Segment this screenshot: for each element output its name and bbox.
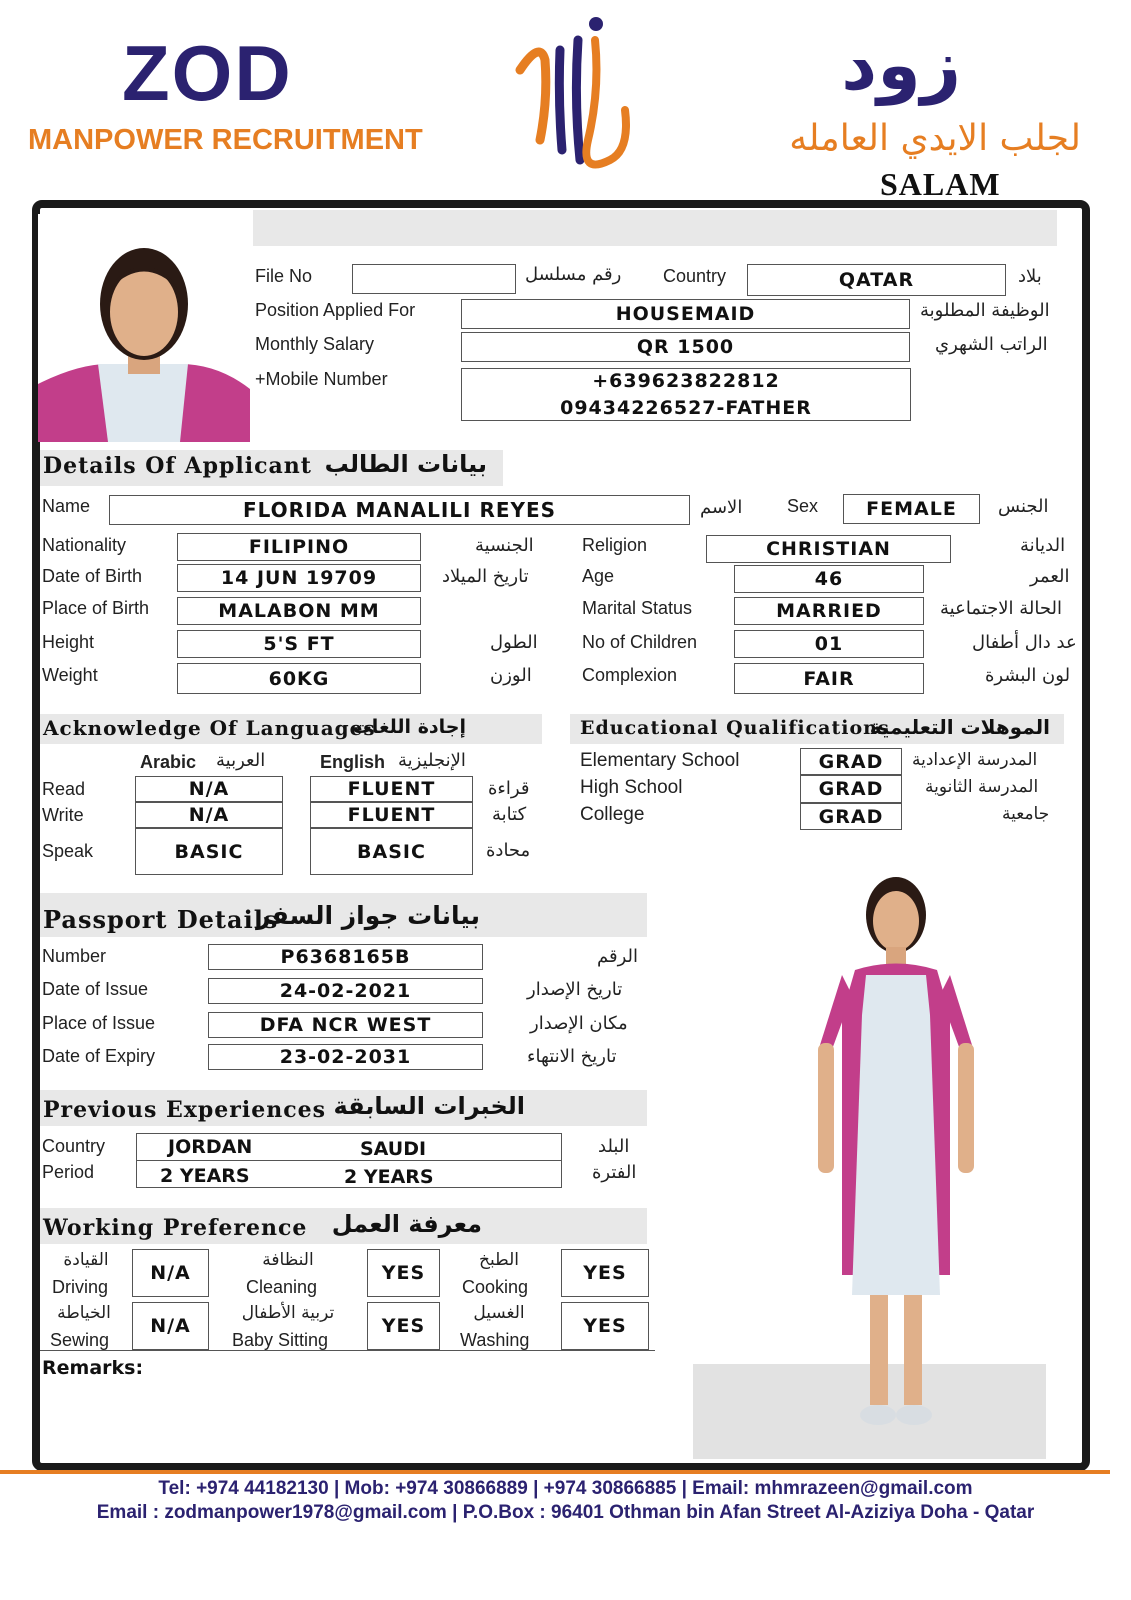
exp-country-label-ar: البلد bbox=[598, 1136, 630, 1157]
cooking-label: Cooking bbox=[462, 1277, 529, 1297]
height-field: 5'S FT bbox=[177, 630, 421, 658]
languages-section-header bbox=[40, 714, 542, 744]
speak-arabic-field: BASIC bbox=[135, 828, 283, 875]
footer-rule bbox=[0, 1470, 1110, 1474]
preference-section-title: Working Preference bbox=[43, 1215, 308, 1241]
write-label-ar: كتابة bbox=[492, 804, 527, 825]
mobile-field bbox=[461, 368, 911, 421]
weight-label-ar: الوزن bbox=[490, 665, 532, 686]
write-english-field: FLUENT bbox=[310, 802, 473, 828]
position-label: Position Applied For bbox=[255, 300, 416, 320]
marital-label-ar: الحالة الاجتماعية bbox=[940, 598, 1062, 619]
write-arabic-field: N/A bbox=[135, 802, 283, 828]
education-section-title-ar: الموهلات التعليمية bbox=[869, 715, 1050, 739]
applicant-full-body-icon bbox=[800, 865, 990, 1450]
mobile-number-1: +639623822812 bbox=[592, 369, 780, 392]
brand-subtitle: MANPOWER RECRUITMENT bbox=[28, 124, 423, 156]
country-field: QATAR bbox=[747, 264, 1006, 296]
baby-sitting-label-ar: تربية الأطفال bbox=[241, 1303, 335, 1323]
file-no-label: File No bbox=[255, 266, 313, 286]
exp-country-1: JORDAN bbox=[168, 1136, 253, 1158]
position-label-ar: الوظيفة المطلوبة bbox=[920, 300, 1050, 321]
preference-bottom-line bbox=[40, 1350, 655, 1351]
weight-field: 60KG bbox=[177, 663, 421, 694]
height-label: Height bbox=[42, 632, 95, 652]
read-english-field: FLUENT bbox=[310, 776, 473, 802]
logo-figure-icon bbox=[500, 10, 640, 180]
elementary-label: Elementary School bbox=[580, 750, 740, 771]
high-school-label-ar: المدرسة الثانوية bbox=[925, 777, 1039, 797]
arabic-col-label: Arabic bbox=[140, 752, 197, 772]
exp-country-label: Country bbox=[42, 1136, 106, 1156]
name-label: Name bbox=[42, 496, 91, 516]
languages-section-title: Acknowledge Of Languages bbox=[43, 716, 376, 740]
salary-field: QR 1500 bbox=[461, 332, 910, 362]
cooking-field: YES bbox=[561, 1249, 649, 1297]
education-section-header bbox=[570, 714, 1064, 744]
pob-field: MALABON MM bbox=[177, 597, 421, 625]
speak-english-field: BASIC bbox=[310, 828, 473, 875]
experience-divider bbox=[136, 1160, 562, 1161]
children-field: 01 bbox=[734, 630, 924, 658]
mobile-label: +Mobile Number bbox=[255, 369, 388, 389]
name-field: FLORIDA MANALILI REYES bbox=[109, 495, 690, 525]
country-label: Country bbox=[663, 266, 727, 286]
footer-contact-line-2: Email : zodmanpower1978@gmail.com | P.O.Box : 96401 Othman bin Afan Street Al-Aziziya Doha - Qatar bbox=[96, 1502, 1035, 1523]
religion-label: Religion bbox=[582, 535, 648, 555]
passport-number-label: Number bbox=[42, 946, 107, 966]
read-label: Read bbox=[42, 779, 86, 799]
country-label-ar: بلاد bbox=[1018, 266, 1042, 287]
sewing-label: Sewing bbox=[50, 1330, 110, 1350]
header-strip bbox=[253, 210, 1057, 246]
read-label-ar: قراءة bbox=[488, 778, 530, 799]
college-field: GRAD bbox=[800, 803, 902, 830]
age-label: Age bbox=[582, 566, 615, 586]
washing-field: YES bbox=[561, 1302, 649, 1350]
driving-label-ar: القيادة bbox=[63, 1250, 109, 1270]
brand-subtitle-arabic: لجلب الايدي العامله bbox=[789, 118, 1081, 159]
cooking-label-ar: الطبخ bbox=[479, 1250, 519, 1270]
english-col-label: English bbox=[320, 752, 386, 772]
passport-section-header bbox=[40, 893, 647, 937]
exp-period-1: 2 YEARS bbox=[160, 1165, 250, 1187]
children-label: No of Children bbox=[582, 632, 698, 652]
passport-section-title: Passport Details bbox=[43, 905, 279, 934]
languages-section-title-ar: إجادة اللغات bbox=[352, 716, 466, 738]
cleaning-field: YES bbox=[367, 1249, 440, 1297]
expiry-date-field: 23-02-2031 bbox=[208, 1044, 483, 1070]
issue-date-field: 24-02-2021 bbox=[208, 978, 483, 1004]
issue-place-label-ar: مكان الإصدار bbox=[530, 1013, 628, 1034]
weight-label: Weight bbox=[42, 665, 98, 685]
religion-label-ar: الديانة bbox=[1020, 535, 1066, 556]
dob-label: Date of Birth bbox=[42, 566, 143, 586]
complexion-field: FAIR bbox=[734, 663, 924, 694]
remarks-label: Remarks: bbox=[42, 1357, 144, 1379]
sewing-field: N/A bbox=[132, 1302, 209, 1350]
exp-country-2: SAUDI bbox=[360, 1138, 427, 1160]
complexion-label-ar: لون البشرة bbox=[985, 665, 1071, 686]
brand-name: ZOD bbox=[122, 29, 293, 117]
washing-label-ar: الغسيل bbox=[473, 1303, 525, 1323]
passport-number-field: P6368165B bbox=[208, 944, 483, 970]
experience-section-title: Previous Experiences bbox=[43, 1097, 326, 1123]
issue-place-field: DFA NCR WEST bbox=[208, 1012, 483, 1038]
brand-name-arabic: زود bbox=[841, 24, 961, 106]
high-school-label: High School bbox=[580, 777, 683, 798]
preference-section-title-ar: معرفة العمل bbox=[331, 1210, 482, 1238]
sex-field: FEMALE bbox=[843, 494, 980, 524]
height-label-ar: الطول bbox=[490, 632, 538, 653]
baby-sitting-field: YES bbox=[367, 1302, 440, 1350]
dob-label-ar: تاريخ الميلاد bbox=[442, 566, 529, 587]
college-label-ar: جامعية bbox=[1002, 804, 1050, 824]
read-arabic-field: N/A bbox=[135, 776, 283, 802]
age-label-ar: العمر bbox=[1030, 566, 1070, 587]
high-school-field: GRAD bbox=[800, 775, 902, 803]
exp-period-label-ar: الفترة bbox=[592, 1162, 637, 1183]
nationality-label-ar: الجنسية bbox=[475, 535, 534, 556]
sex-label-ar: الجنس bbox=[998, 496, 1049, 517]
elementary-label-ar: المدرسة الإعدادية bbox=[912, 750, 1038, 770]
experience-section-header bbox=[40, 1090, 647, 1126]
issue-date-label-ar: تاريخ الإصدار bbox=[527, 979, 623, 1000]
expiry-date-label-ar: تاريخ الانتهاء bbox=[527, 1046, 617, 1067]
religion-field: CHRISTIAN bbox=[706, 535, 951, 563]
applicant-section-title-ar: بيانات الطالب bbox=[324, 450, 487, 478]
exp-period-2: 2 YEARS bbox=[344, 1166, 434, 1188]
expiry-date-label: Date of Expiry bbox=[42, 1046, 156, 1066]
salary-label-ar: الراتب الشهري bbox=[935, 334, 1048, 355]
sex-label: Sex bbox=[787, 496, 819, 516]
issue-place-label: Place of Issue bbox=[42, 1013, 156, 1033]
cleaning-label: Cleaning bbox=[246, 1277, 318, 1297]
write-label: Write bbox=[42, 805, 84, 825]
marital-field: MARRIED bbox=[734, 597, 924, 625]
mobile-number-2: 09434226527-FATHER bbox=[560, 396, 812, 419]
exp-period-label: Period bbox=[42, 1162, 95, 1182]
passport-section-title-ar: بيانات جواز السفر bbox=[256, 901, 480, 930]
children-label-ar: عد دال أطفال bbox=[972, 632, 1077, 653]
footer-contact-line-1: Tel: +974 44182130 | Mob: +974 30866889 | +974 30866885 | Email: mhmrazeen@gmail.com bbox=[158, 1478, 973, 1499]
passport-number-label-ar: الرقم bbox=[597, 946, 639, 967]
applicant-section-title: Details Of Applicant bbox=[43, 453, 312, 479]
baby-sitting-label: Baby Sitting bbox=[232, 1330, 329, 1350]
age-field: 46 bbox=[734, 565, 924, 593]
elementary-field: GRAD bbox=[800, 748, 902, 775]
nationality-label: Nationality bbox=[42, 535, 127, 555]
speak-label: Speak bbox=[42, 841, 94, 861]
position-field: HOUSEMAID bbox=[461, 299, 910, 329]
dob-field: 14 JUN 19709 bbox=[177, 564, 421, 592]
file-no-label-ar: رقم مسلسل bbox=[525, 264, 622, 285]
file-no-field bbox=[352, 264, 516, 294]
experience-section-title-ar: الخبرات السابقة bbox=[333, 1092, 525, 1120]
washing-label: Washing bbox=[460, 1330, 530, 1350]
education-section-title: Educational Qualifications bbox=[580, 717, 890, 739]
salary-label: Monthly Salary bbox=[255, 334, 375, 354]
applicant-portrait-icon bbox=[38, 214, 250, 442]
driving-label: Driving bbox=[52, 1277, 109, 1297]
college-label: College bbox=[580, 804, 645, 825]
pob-label: Place of Birth bbox=[42, 598, 150, 618]
issue-date-label: Date of Issue bbox=[42, 979, 149, 999]
arabic-col-label-ar: العربية bbox=[216, 750, 266, 771]
preference-section-header bbox=[40, 1208, 647, 1244]
driving-field: N/A bbox=[132, 1249, 209, 1297]
applicant-section-header bbox=[40, 450, 503, 486]
marital-label: Marital Status bbox=[582, 598, 693, 618]
speak-label-ar: محادة bbox=[486, 840, 531, 861]
name-label-ar: الاسم bbox=[700, 497, 743, 518]
cleaning-label-ar: النظافة bbox=[262, 1250, 314, 1270]
complexion-label: Complexion bbox=[582, 665, 678, 685]
sewing-label-ar: الخياطة bbox=[57, 1303, 111, 1323]
agency-salam: SALAM bbox=[880, 166, 1001, 202]
english-col-label-ar: الإنجليزية bbox=[398, 750, 466, 771]
nationality-field: FILIPINO bbox=[177, 533, 421, 561]
